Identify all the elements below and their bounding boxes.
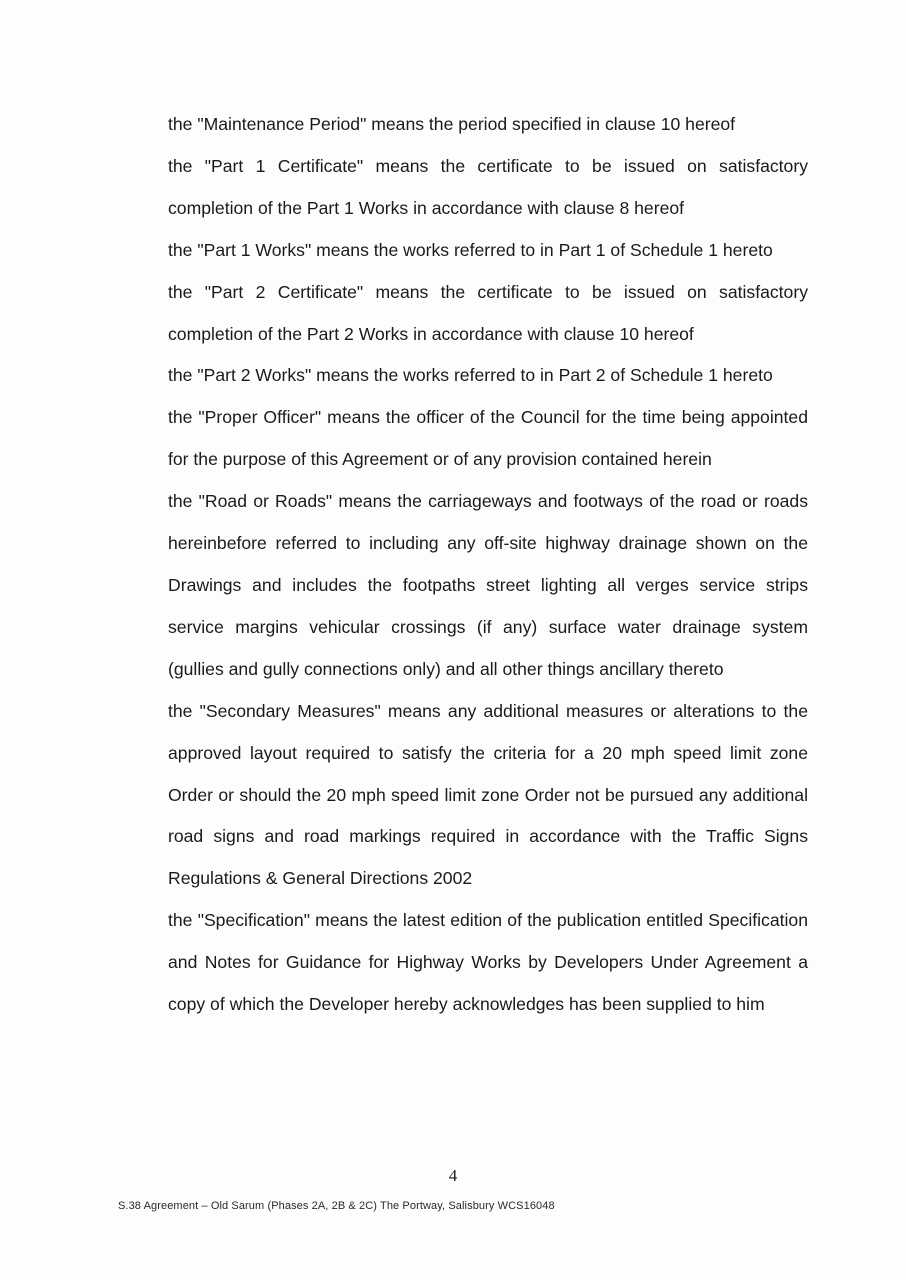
definition-part-1-certificate: the "Part 1 Certificate" means the certificate to be issued on satisfactory completion of the Part 1 Works in accordance with clause 8 hereof	[168, 155, 808, 218]
definition-proper-officer: the "Proper Officer" means the officer of the Council for the time being appointed for the purpose of this Agreement or of any provision contained herein	[168, 407, 808, 470]
definition-part-1-works: the "Part 1 Works" means the works referred to in Part 1 of Schedule 1 hereto	[168, 239, 773, 260]
definition-part-2-certificate: the "Part 2 Certificate" means the certificate to be issued on satisfactory completion of the Part 2 Works in accordance with clause 10 hereof	[168, 281, 808, 344]
definition-secondary-measures: the "Secondary Measures" means any additional measures or alterations to the approved layout required to satisfy the criteria for a 20 mph speed limit zone Order or should the 20 mph speed limit zone Order not be pursued any additional road signs and road markings required in accordance with the Traffic Signs Regulations & General Directions 2002	[168, 700, 808, 889]
definition-maintenance-period: the "Maintenance Period" means the period specified in clause 10 hereof	[168, 114, 736, 134]
definition-road-or-roads: the "Road or Roads" means the carriageways and footways of the road or roads hereinbefore referred to including any off-site highway drainage shown on the Drawings and includes the footpaths street lighting all verges service strips service margins vehicular crossings (if any) surface water drainage system (gullies and gully connections only) and all other things ancillary thereto	[168, 491, 808, 679]
definition-part-2-works: the "Part 2 Works" means the works referred to in Part 2 of Schedule 1 hereto	[168, 365, 773, 386]
page-number: 4	[448, 1166, 458, 1185]
definition-specification: the "Specification" means the latest edition of the publication entitled Specification and Notes for Guidance for Highway Works by Developers Under Agreement a copy of which the Developer hereby acknowledges has been supplied to him	[168, 910, 808, 1015]
definitions-list	[168, 104, 808, 1026]
document-footer: S.38 Agreement – Old Sarum (Phases 2A, 2B & 2C) The Portway, Salisbury WCS16048	[118, 1200, 555, 1212]
